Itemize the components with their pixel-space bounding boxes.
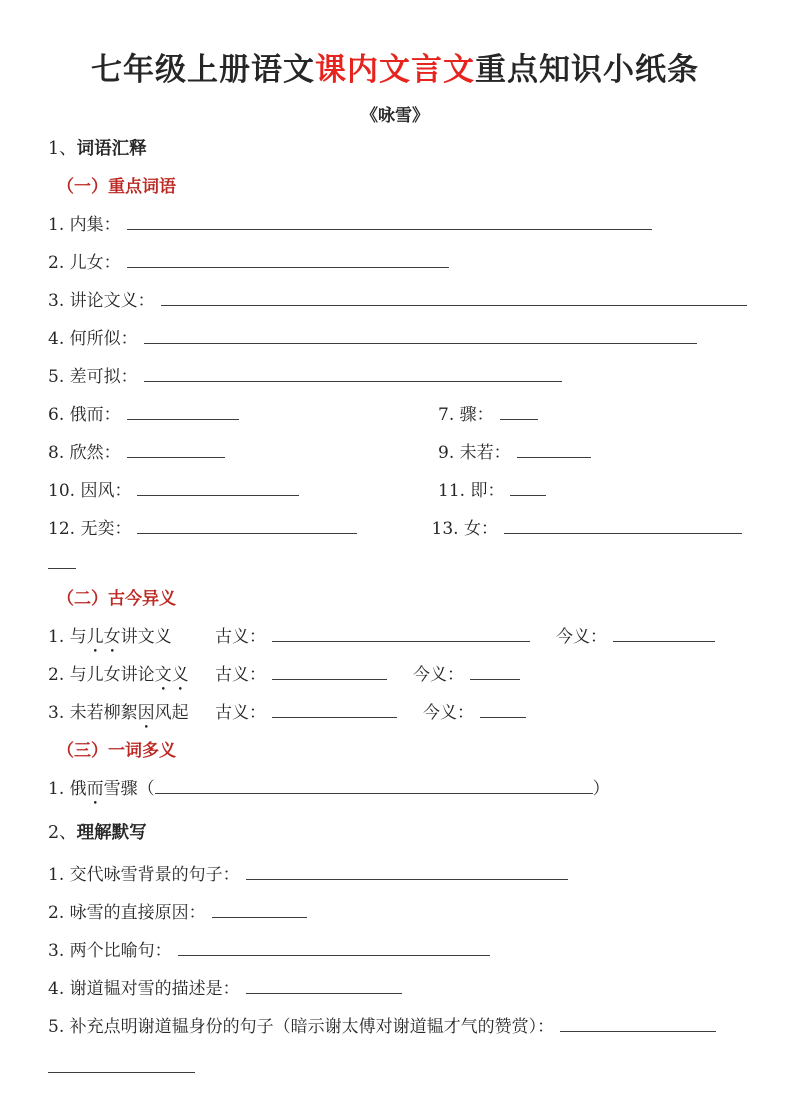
- key-word-row-10-11: [48, 472, 742, 510]
- item-label: 5. 补充点明谢道韫身份的句子（暗示谢太傅对谢道韫才气的赞赏）：: [48, 1017, 555, 1037]
- fill-in-blank: [127, 457, 225, 458]
- key-word-item-7: [438, 396, 742, 434]
- phrase-pre: 3. 未若柳絮: [48, 703, 138, 723]
- fill-in-blank: [127, 419, 239, 420]
- item-label: 3. 两个比喻句：: [48, 941, 172, 961]
- phrase-pre: 1. 与: [48, 627, 87, 647]
- key-word-item-5: [48, 358, 742, 396]
- lesson-title: 《咏雪》: [361, 106, 429, 126]
- phrase-emphasized: 而: [86, 779, 104, 799]
- key-word-item-12: [48, 510, 432, 548]
- section-2-number: 2、: [48, 823, 77, 843]
- fill-in-blank: [144, 381, 562, 382]
- key-word-item-3: [48, 282, 742, 320]
- item-label: 2. 儿女：: [48, 253, 121, 273]
- polysemy-item-1: [48, 770, 742, 808]
- item-label: 1. 交代咏雪背景的句子：: [48, 865, 240, 885]
- ancient-meaning-label: 古义：: [215, 627, 266, 647]
- ancient-modern-item-3: [48, 694, 742, 732]
- key-word-item-8: [48, 434, 438, 472]
- modern-meaning-label: 今义：: [413, 665, 464, 685]
- fill-in-blank: [212, 917, 307, 918]
- item-label: 7. 骤：: [438, 405, 494, 425]
- dictation-item-2: [48, 894, 742, 932]
- key-word-item-6: [48, 396, 438, 434]
- phrase-pre: 2. 与儿女讲论: [48, 665, 155, 685]
- key-word-item-13: [432, 510, 742, 548]
- fill-in-blank: [517, 457, 591, 458]
- modern-meaning-label: 今义：: [423, 703, 474, 723]
- fill-in-blank: [272, 679, 387, 680]
- closing-paren: ）: [592, 779, 610, 799]
- key-word-item-10: [48, 472, 438, 510]
- dictation-item-5-continuation: [48, 1046, 742, 1090]
- item-label: 1. 内集：: [48, 215, 121, 235]
- title-part-black-left: 七年级上册语文: [91, 52, 315, 88]
- key-word-item-2: [48, 244, 742, 282]
- fill-in-blank: [127, 267, 449, 268]
- item-label: 5. 差可拟：: [48, 367, 138, 387]
- subsection-polysemy-heading: （三）一词多义: [57, 741, 176, 761]
- phrase-text: [48, 656, 215, 695]
- item-label: 6. 俄而：: [48, 405, 121, 425]
- subsection-key-words-heading: （一）重点词语: [57, 177, 176, 197]
- item-label: 4. 何所似：: [48, 329, 138, 349]
- item-label: 10. 因风：: [48, 481, 132, 501]
- subsection-ancient-modern-heading: （二）古今异义: [57, 589, 176, 609]
- fill-in-blank: [48, 1072, 195, 1073]
- section-1-heading: [48, 134, 742, 164]
- fill-in-blank: [48, 568, 76, 569]
- key-word-row-12-13: [48, 510, 742, 548]
- phrase-emphasized: 因: [137, 703, 155, 723]
- item-label: 8. 欣然：: [48, 443, 121, 463]
- phrase-post: 讲文义: [120, 627, 172, 647]
- dictation-item-5: [48, 1008, 742, 1046]
- fill-in-blank: [144, 343, 697, 344]
- fill-in-blank: [480, 717, 526, 718]
- item-label: 13. 女：: [431, 519, 498, 539]
- key-word-item-9: [438, 434, 742, 472]
- fill-in-blank: [127, 229, 652, 230]
- section-2-heading: [48, 816, 742, 850]
- item-label: 2. 咏雪的直接原因：: [48, 903, 206, 923]
- fill-in-blank: [272, 717, 397, 718]
- item-label: 4. 谢道韫对雪的描述是：: [48, 979, 240, 999]
- section-2-title: 理解默写: [76, 823, 147, 843]
- phrase-emphasized: 儿女: [86, 627, 121, 647]
- section-1-number: 1、: [48, 139, 77, 159]
- fill-in-blank: [246, 993, 402, 994]
- item-label: 11. 即：: [438, 481, 505, 501]
- fill-in-blank: [272, 641, 530, 642]
- title-part-red: 课内文言文: [315, 52, 475, 88]
- item-label: 3. 讲论文义：: [48, 291, 155, 311]
- dictation-item-1: [48, 856, 742, 894]
- dictation-item-3: [48, 932, 742, 970]
- key-word-item-11: [438, 472, 742, 510]
- phrase-post: 风起: [154, 703, 189, 723]
- fill-in-blank: [500, 419, 538, 420]
- fill-in-blank: [510, 495, 546, 496]
- fill-in-blank: [161, 305, 747, 306]
- phrase-post: 雪骤（: [103, 779, 155, 799]
- ancient-modern-item-1: [48, 618, 742, 656]
- phrase-text: [48, 618, 215, 657]
- fill-in-blank: [137, 495, 299, 496]
- fill-in-blank: [613, 641, 715, 642]
- title-part-black-right: 重点知识小纸条: [475, 52, 699, 88]
- key-word-row-8-9: [48, 434, 742, 472]
- fill-in-blank: [504, 533, 742, 534]
- key-word-row-6-7: [48, 396, 742, 434]
- phrase-pre: 1. 俄: [48, 779, 87, 799]
- key-word-item-1: [48, 206, 742, 244]
- section-1-title: 词语汇释: [76, 139, 147, 159]
- key-word-item-13-continuation: [48, 548, 742, 580]
- ancient-meaning-label: 古义：: [215, 703, 266, 723]
- fill-in-blank: [470, 679, 520, 680]
- dictation-item-4: [48, 970, 742, 1008]
- fill-in-blank: [246, 879, 568, 880]
- page-title: [48, 44, 742, 89]
- ancient-meaning-label: 古义：: [215, 665, 266, 685]
- fill-in-blank: [137, 533, 357, 534]
- phrase-emphasized: 文义: [154, 665, 189, 685]
- item-label: 12. 无奕：: [48, 519, 132, 539]
- fill-in-blank: [178, 955, 490, 956]
- phrase-text: [48, 694, 215, 733]
- key-word-item-4: [48, 320, 742, 358]
- modern-meaning-label: 今义：: [556, 627, 607, 647]
- fill-in-blank: [560, 1031, 716, 1032]
- item-label: 9. 未若：: [438, 443, 511, 463]
- ancient-modern-item-2: [48, 656, 742, 694]
- fill-in-blank: [155, 793, 593, 794]
